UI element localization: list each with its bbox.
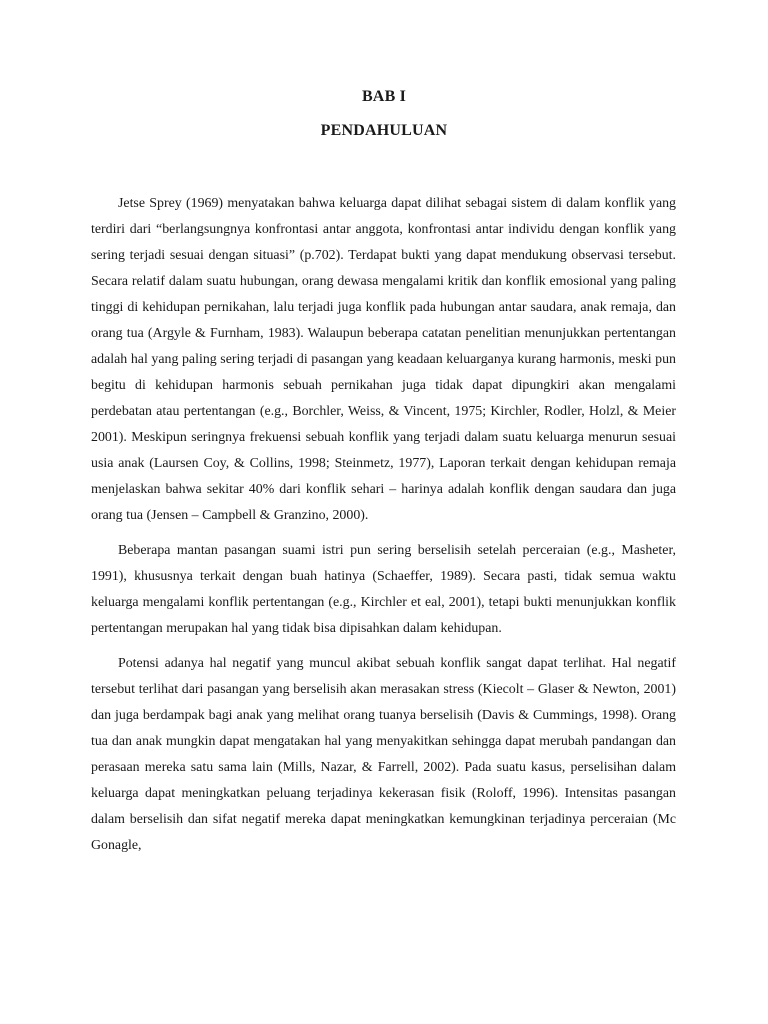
chapter-title: PENDAHULUAN: [320, 122, 448, 139]
body-text: [91, 191, 676, 868]
paragraph-3: Potensi adanya hal negatif yang muncul akibat sebuah konflik sangat dapat terlihat. Hal negatif tersebut terlihat dari pasangan yang berselisih akan merasakan stress (Kiecolt – Glaser & Newton, 2001) dan juga berdampak bagi anak yang melihat orang tuanya berselisih (Davis & Cummings, 1998). Orang tua dan anak mungkin dapat mengatakan hal yang menyakitkan sehingga dapat merubah pandangan dan perasaan mereka satu sama lain (Mills, Nazar, & Farrell, 2002). Pada suatu kasus, perselisihan dalam keluarga dapat meningkatkan peluang terjadinya kekerasan fisik (Roloff, 1996). Intensitas pasangan dalam berselisih dan sifat negatif mereka dapat meningkatkan kemungkinan terjadinya perceraian (Mc Gonagle,: [91, 656, 676, 853]
paragraph-1: Jetse Sprey (1969) menyatakan bahwa keluarga dapat dilihat sebagai sistem di dalam konflik yang terdiri dari “berlangsungnya konfrontasi antar anggota, konfrontasi antar individu dengan konflik yang sering terjadi sesuai dengan situasi” (p.702). Terdapat bukti yang dapat mendukung observasi tersebut. Secara relatif dalam suatu hubungan, orang dewasa mengalami kritik dan konflik emosional yang paling tinggi di kehidupan pernikahan, lalu terjadi juga konflik pada hubungan antar saudara, anak remaja, dan orang tua (Argyle & Furnham, 1983). Walaupun beberapa catatan penelitian menunjukkan pertentangan adalah hal yang paling sering terjadi di pasangan yang keadaan keluarganya kurang harmonis, meski pun begitu di kehidupan harmonis sebuah pernikahan juga tidak dapat dipungkiri akan mengalami perdebatan atau pertentangan (e.g., Borchler, Weiss, & Vincent, 1975; Kirchler, Rodler, Holzl, & Meier 2001). Meskipun seringnya frekuensi sebuah konflik yang terjadi dalam suatu keluarga menurun sesuai usia anak (Laursen Coy, & Collins, 1998; Steinmetz, 1977), Laporan terkait dengan kehidupan remaja menjelaskan bahwa sekitar 40% dari konflik sehari – harinya adalah konflik dengan saudara dan juga orang tua (Jensen – Campbell & Granzino, 2000).: [91, 196, 676, 523]
chapter-heading: BAB I: [361, 88, 407, 105]
paragraph-2: Beberapa mantan pasangan suami istri pun sering berselisih setelah perceraian (e.g., Masheter, 1991), khususnya terkait dengan buah hatinya (Schaeffer, 1989). Secara pasti, tidak semua waktu keluarga mengalami konflik pertentangan (e.g., Kirchler et eal, 2001), tetapi bukti menunjukkan konflik pertentangan merupakan hal yang tidak bisa dipisahkan dalam kehidupan.: [91, 543, 676, 636]
